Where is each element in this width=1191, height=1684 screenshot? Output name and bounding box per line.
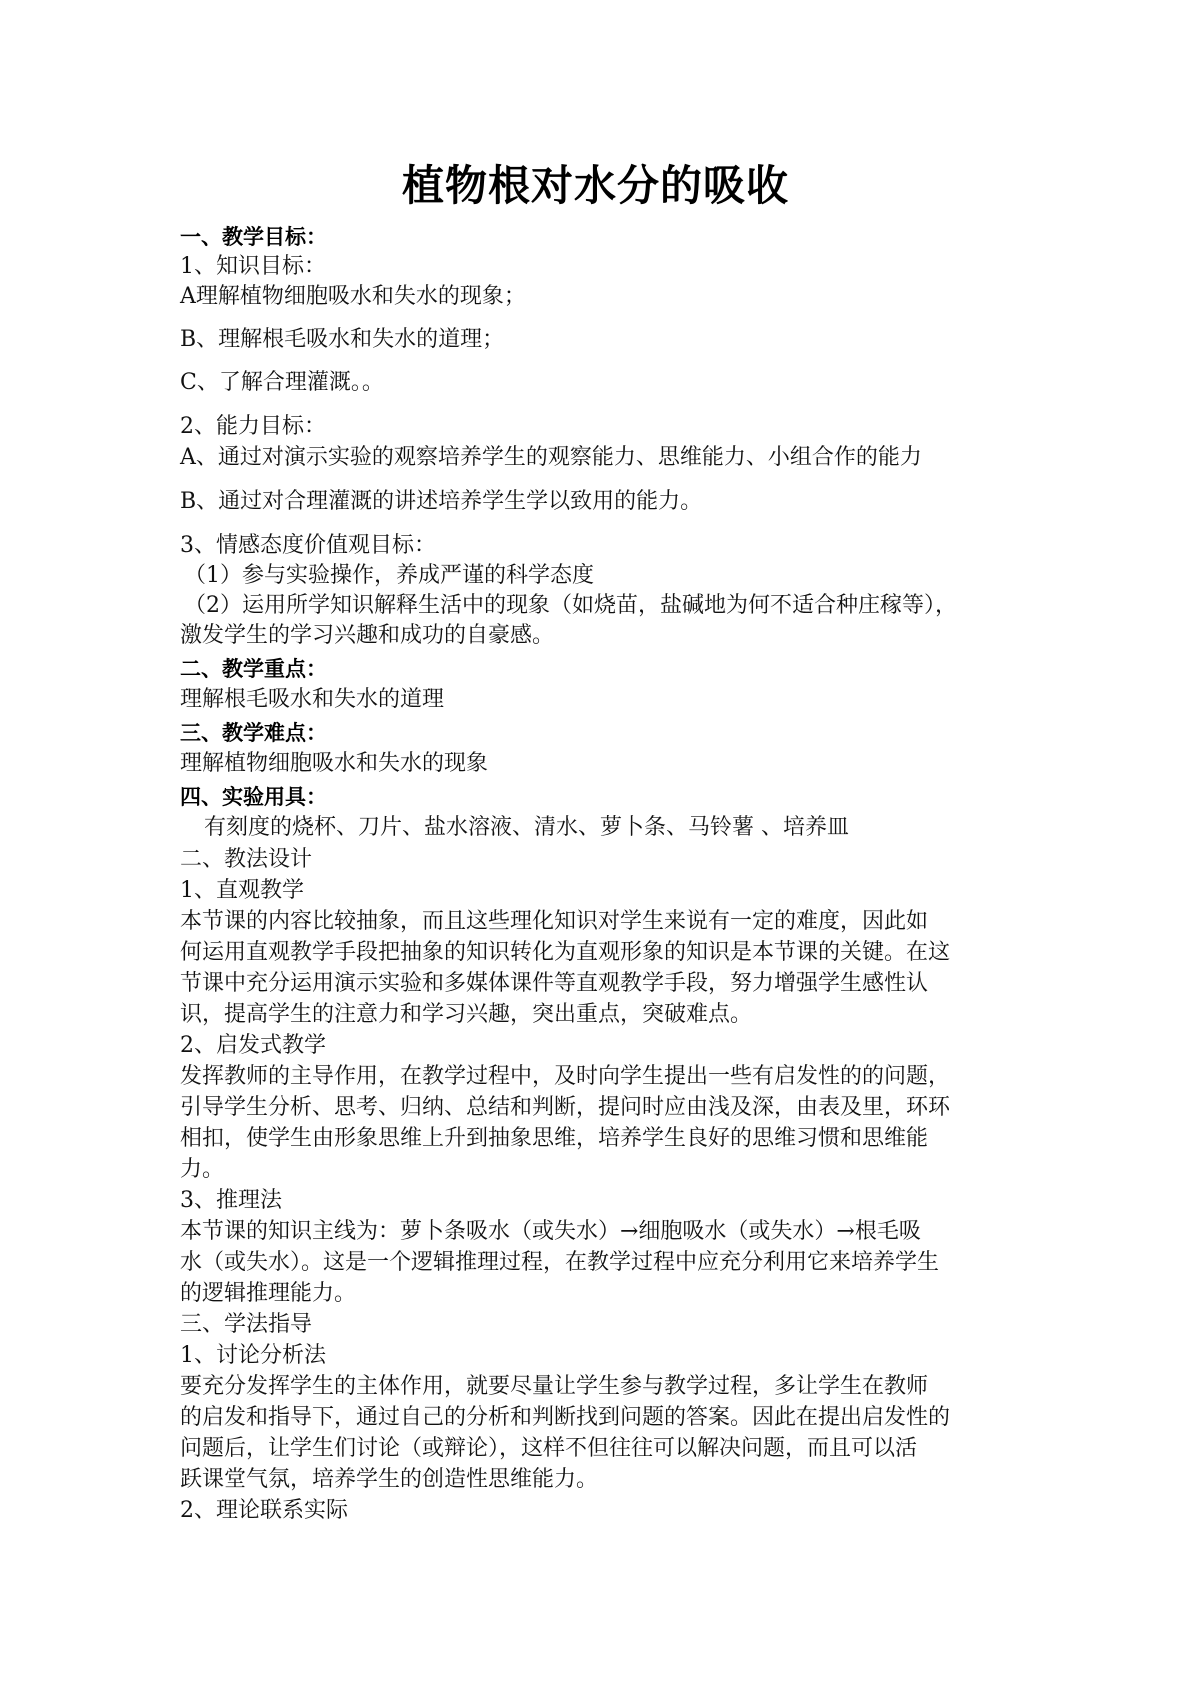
subheading-ability-goals: 2、能力目标： — [180, 414, 326, 439]
ability-goal-a: A、通过对演示实验的观察培养学生的观察能力、思维能力、小组合作的能力 — [180, 445, 922, 470]
method-1-paragraph-line: 识，提高学生的注意力和学习兴趣，突出重点，突破难点。 — [180, 1002, 753, 1027]
section-heading-teaching-goals: 一、教学目标： — [180, 225, 327, 249]
document-title: 植物根对水分的吸收 — [401, 161, 789, 210]
method-2-paragraph-line: 相扣，使学生由形象思维上升到抽象思维，培养学生良好的思维习惯和思维能 — [180, 1126, 929, 1151]
section-heading-key-points: 二、教学重点： — [180, 657, 327, 681]
method-1-heading: 1、直观教学 — [180, 878, 304, 903]
method-1-paragraph-line: 本节课的内容比较抽象，而且这些理化知识对学生来说有一定的难度，因此如 — [180, 909, 929, 934]
attitude-goal-2: （2）运用所学知识解释生活中的现象（如烧苗，盐碱地为何不适合种庄稼等）， — [184, 593, 957, 618]
subheading-attitude-goals: 3、情感态度价值观目标： — [180, 533, 436, 558]
study-2-heading: 2、理论联系实际 — [180, 1498, 348, 1523]
method-3-paragraph-line: 的逻辑推理能力。 — [180, 1281, 357, 1306]
attitude-goal-1: （1）参与实验操作，养成严谨的科学态度 — [184, 563, 594, 588]
method-1-paragraph-line: 何运用直观教学手段把抽象的知识转化为直观形象的知识是本节课的关键。在这 — [180, 940, 951, 965]
knowledge-goal-c: C、了解合理灌溉。。 — [180, 370, 384, 395]
ability-goal-b: B、通过对合理灌溉的讲述培养学生学以致用的能力。 — [180, 489, 703, 514]
section-heading-teaching-method: 二、教法设计 — [180, 847, 313, 872]
method-3-paragraph-line: 本节课的知识主线为：萝卜条吸水（或失水）→细胞吸水（或失水）→根毛吸 — [180, 1219, 921, 1244]
equipment-list: 有刻度的烧杯、刀片、盐水溶液、清水、萝卜条、马铃薯 、培养皿 — [204, 815, 849, 840]
method-1-paragraph-line: 节课中充分运用演示实验和多媒体课件等直观教学手段，努力增强学生感性认 — [180, 971, 929, 996]
knowledge-goal-b: B、理解根毛吸水和失水的道理； — [180, 327, 505, 352]
attitude-goal-2-continued: 激发学生的学习兴趣和成功的自豪感。 — [180, 623, 555, 648]
study-1-paragraph-line: 要充分发挥学生的主体作用，就要尽量让学生参与教学过程，多让学生在教师 — [180, 1374, 929, 1399]
method-2-paragraph-line: 发挥教师的主导作用，在教学过程中，及时向学生提出一些有启发性的的问题， — [180, 1064, 951, 1089]
knowledge-goal-a: A理解植物细胞吸水和失水的现象； — [180, 284, 526, 309]
method-3-heading: 3、推理法 — [180, 1188, 282, 1213]
method-2-paragraph-line: 引导学生分析、思考、归纳、总结和判断，提问时应由浅及深，由表及里，环环 — [180, 1095, 951, 1120]
difficulty-text: 理解植物细胞吸水和失水的现象 — [180, 751, 489, 776]
section-heading-difficulties: 三、教学难点： — [180, 721, 327, 745]
section-heading-study-guidance: 三、学法指导 — [180, 1312, 313, 1337]
study-1-paragraph-line: 的启发和指导下，通过自己的分析和判断找到问题的答案。因此在提出启发性的 — [180, 1405, 951, 1430]
method-2-heading: 2、启发式教学 — [180, 1033, 326, 1058]
method-2-paragraph-line: 力。 — [180, 1157, 225, 1182]
study-1-heading: 1、讨论分析法 — [180, 1343, 326, 1368]
study-1-paragraph-line: 问题后，让学生们讨论（或辩论），这样不但往往可以解决问题，而且可以活 — [180, 1436, 918, 1461]
section-heading-equipment: 四、实验用具： — [180, 785, 327, 809]
method-3-paragraph-line: 水（或失水）。这是一个逻辑推理过程，在教学过程中应充分利用它来培养学生 — [180, 1250, 940, 1275]
key-point-text: 理解根毛吸水和失水的道理 — [180, 687, 445, 712]
subheading-knowledge-goals: 1、知识目标： — [180, 254, 326, 279]
study-1-paragraph-line: 跃课堂气氛，培养学生的创造性思维能力。 — [180, 1467, 599, 1492]
